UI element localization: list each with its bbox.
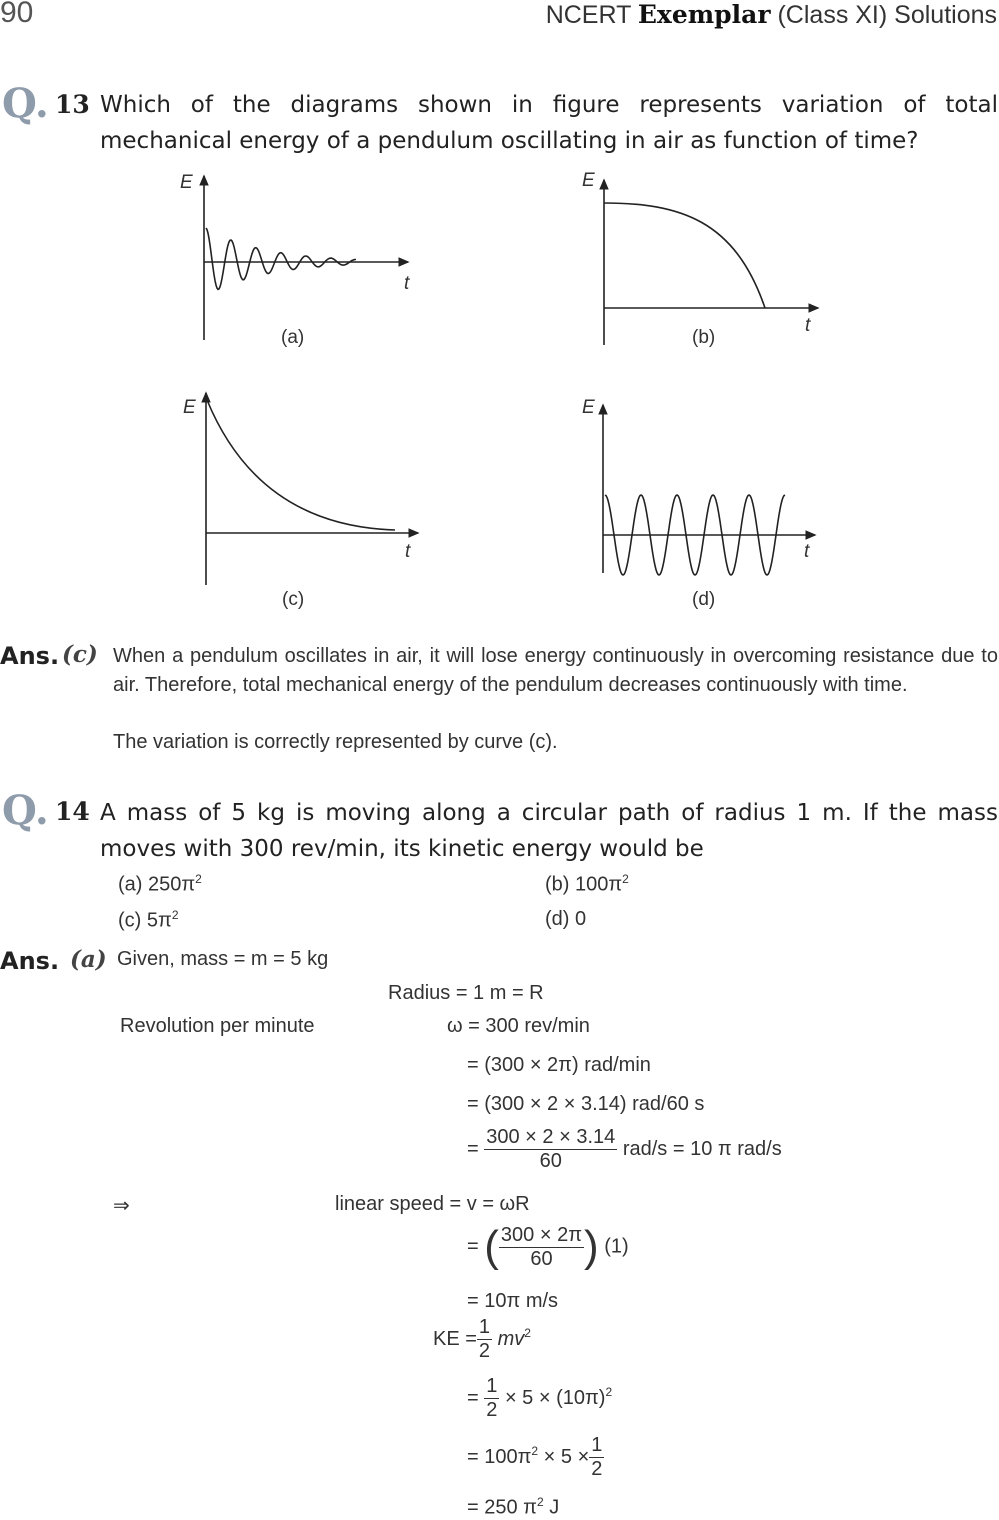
omega-step1: = (300 × 2π) rad/min (467, 1054, 651, 1076)
diagram-b-x-label: t (805, 315, 811, 336)
ke-formula: KE = $\frac{1}{2}$ $mv^2$ (433, 1316, 531, 1362)
question-marker: Q. (2, 80, 49, 127)
omega-step2: = (300 × 2 × 3.14) rad/60 s (467, 1093, 705, 1115)
rpm-label: Revolution per minute (120, 1015, 315, 1037)
question-number: 14 (55, 797, 90, 826)
answer-option: (c) (62, 641, 98, 668)
header-post: (Class XI) Solutions (770, 1, 997, 29)
diagram-a-caption: (a) (281, 327, 305, 348)
implies-symbol: ⇒ (113, 1195, 130, 1217)
diagram-d-y-label: E (582, 397, 595, 418)
answer-option: (a) (70, 946, 107, 973)
diagram-a-curve (206, 228, 356, 289)
page-number: 90 (0, 0, 34, 29)
answer-label: Ans. (0, 642, 60, 670)
given-mass: Given, mass = m = 5 kg (117, 948, 329, 970)
option-d: (d) 0 (545, 908, 587, 930)
speed-step2: = 10π m/s (467, 1290, 559, 1312)
diagram-c-x-label: t (405, 541, 411, 562)
diagram-d-caption: (d) (692, 589, 716, 610)
question-marker: Q. (2, 787, 49, 834)
ke-step1: = $\frac{1}{2}$ × $5 \times (10\pi)^2$ (467, 1375, 613, 1421)
diagram-b-y-label: E (582, 170, 595, 191)
diagram-a-x-label: t (404, 273, 410, 294)
omega-step3: = $\frac{300 \times 2 \times 3.14}{60}$ rad/s = 10 π rad/s (467, 1126, 782, 1172)
option-b: (b) $100\pi^2$ (545, 872, 629, 896)
question-text: A mass of 5 kg is moving along a circular path of radius 1 m. If the mass moves with 300 rev/min, its kinetic energy would be (100, 800, 998, 862)
question-number: 13 (55, 90, 90, 119)
diagram-c-curve (207, 400, 395, 530)
option-a: (a) $250\pi^2$ (118, 872, 202, 896)
diagram-b-curve (604, 203, 765, 308)
diagram-b-caption: (b) (692, 327, 716, 348)
ke-result: = 250 $\pi^2$ J (467, 1495, 560, 1519)
diagram-c-y-label: E (183, 397, 196, 418)
answer-conclusion: The variation is correctly represented by curve (c). (113, 731, 558, 753)
speed-step1: = ( $\frac{300 \times 2\pi}{60}$ ) (1) (467, 1222, 629, 1271)
diagram-d-x-label: t (804, 541, 810, 562)
answer-explanation: When a pendulum oscillates in air, it will lose energy continuously in overcoming resistance due to air. Therefore, total mechanical energy of the pendulum decreases continuously with time. (113, 645, 998, 696)
ke-step2: = $100\pi^2 \times 5$ × $\frac{1}{2}$ (467, 1434, 603, 1480)
question-text: Which of the diagrams shown in figure represents variation of total mechanical energy of a pendulum oscillating in air as function of time? (100, 92, 998, 154)
header-pre: NCERT (545, 1, 638, 29)
option-c: (c) $5\pi^2$ (118, 908, 179, 932)
diagram-c-caption: (c) (282, 589, 305, 610)
given-radius: Radius = 1 m = R (388, 982, 544, 1004)
linear-speed: linear speed = v = ωR (335, 1193, 530, 1215)
omega-value: ω = 300 rev/min (447, 1015, 590, 1037)
answer-label: Ans. (0, 947, 60, 975)
diagram-a-y-label: E (180, 172, 193, 193)
header-bold: Exemplar (637, 0, 771, 29)
